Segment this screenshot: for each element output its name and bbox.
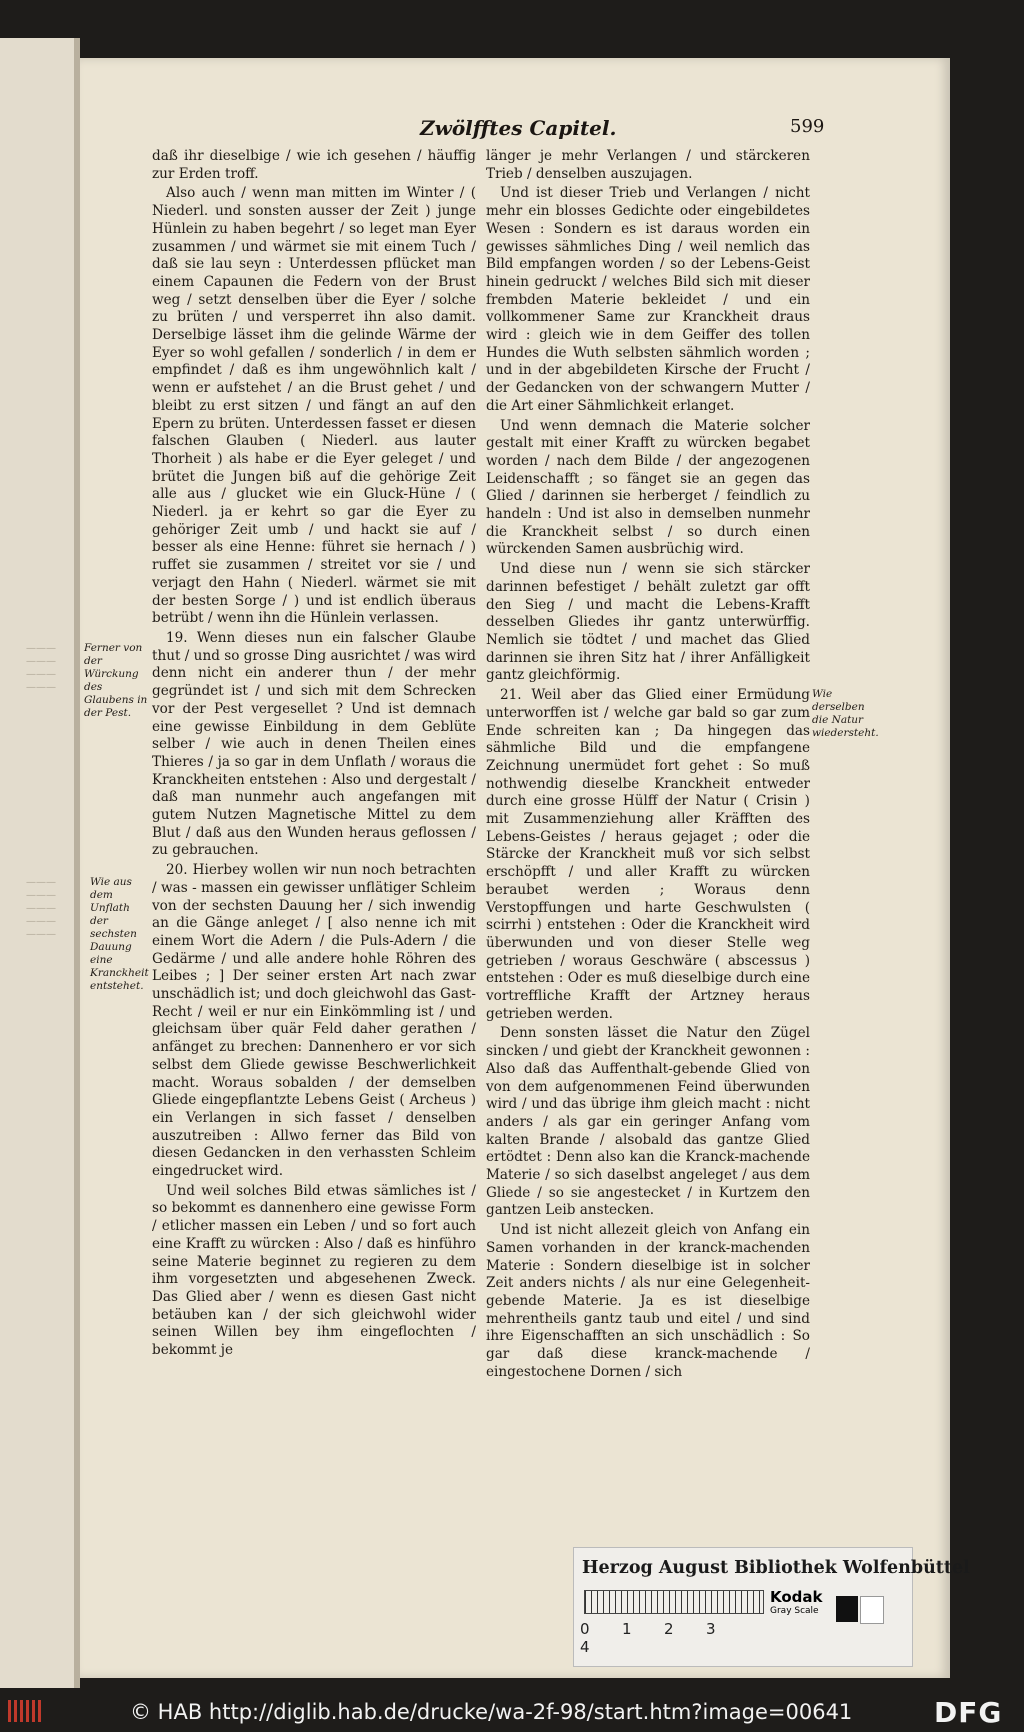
- margin-note: Wie derselben die Natur wiedersteht.: [812, 688, 879, 739]
- bleed-through-text: ——— ——— ——— ———: [26, 643, 56, 693]
- paragraph: Denn sonsten lässet die Natur den Zügel sincken / und giebt der Kranckheit gewonnen : Also daß das Auffenthalt-gebende Glied von von dem aufgenommenen Feind überwunden wird / und das übrige ihm gleich macht : nicht anders / als gar ein geringer Anfang vom kalten Brande / alsobald das gantze Glied ertödtet : Denn also kan die Kranck-machende Materie / so sich daselbst angeleget / aus dem Gliede / so sie angestecket / in Kurtzem den gantzen Leib anstecken.: [486, 1025, 810, 1219]
- source-link[interactable]: © HAB http://diglib.hab.de/drucke/wa-2f-98/start.htm?image=00641: [130, 1700, 853, 1724]
- paragraph: Und weil solches Bild etwas sämliches ist / so bekommt es dannenhero eine gewisse Form / etlicher massen ein Leben / und so fort auch eine Krafft zu würcken : Also / daß es hinführo seine Materie beginnet zu regieren zu dem ihm vorgesetzten und abgesehenen Zweck. Das Glied aber / wenn es diesen Gast nicht betäuben kan / der sich gleichwohl wider seinen Willen bey ihm eingeflochten / bekommt je: [152, 1182, 476, 1359]
- gray-patch-white: [860, 1596, 884, 1624]
- paragraph: Und ist dieser Trieb und Verlangen / nicht mehr ein blosses Gedichte oder eingebildetes Wesen : Sondern es ist daraus worden ein gewisses sähmliches Ding / weil nemlich das Bild empfangen worden / so der Lebens-Geist hinein gedruckt / welches Bild sich mit dieser frembden Materie bekleidet / und ein vollkommener Same zur Kranckheit draus wird : gleich wie in dem Geiffer des tollen Hundes die Wuth selbsten sähmlich worden ; und in der abgebildeten Kirsche der Frucht / der Gedancken von der schwangern Mutter / die Art einer Sähmlichkeit erlanget.: [486, 185, 810, 414]
- paragraph: 19. Wenn dieses nun ein falscher Glaube thut / und so grosse Ding ausrichtet / was wird denn nicht ein anderer thun / der mehr gegründet ist / und sich mit dem Schrecken vor der Pest vergesellet ? Und ist demnach eine gewisse Einbildung in dem Geblüte selber / wie auch in denen Theilen eines Thieres / ja so gar in dem Unflath / woraus die Kranckheiten entstehen : Also und dergestalt / daß man nunmehr auch angefangen mit gutem Nutzen Magnetische Mittel zu dem Blut / daß aus den Wunden heraus geflossen / zu gebrauchen.: [152, 629, 476, 859]
- paragraph: 21. Weil aber das Glied einer Ermüdung unterworffen ist / welche gar bald so gar zum Ende schreiten kan ; Da hingegen das sähmliche Bild und die empfangene Zeichnung unermüdet fort gehet : So muß nothwendig dieselbe Kranckheit entweder durch eine grosse Hülff der Natur ( Crisin ) mit Zusammenziehung aller Kräfften des Lebens-Geistes / heraus gejaget ; oder die Stärcke der Kranckheit muß vor sich selbst erschöpfft / und aller Krafft zu würcken beraubet werden ; Woraus denn Verstopffungen und harte Geschwulsten ( scirrhi ) entstehen : Oder die Kranckheit wird überwunden und von dieser Stelle weg getrieben / woraus Geschwäre ( abscessus ) entstehen : Oder es muß dieselbige durch eine vortreffliche Krafft der Artzney heraus getrieben werden.: [486, 687, 810, 1022]
- scale-numbers: [580, 1620, 770, 1656]
- margin-note: Wie aus dem Unflath der sechsten Dauung eine Kranckheit entstehet.: [90, 876, 149, 992]
- hab-logo-icon: [8, 1700, 42, 1722]
- bleed-through-text: ——— ——— ——— ——— ———: [26, 877, 56, 940]
- previous-page-edge: [0, 38, 80, 1688]
- scale-number: 0: [580, 1620, 590, 1638]
- viewer-footer: [0, 1692, 1024, 1732]
- paragraph: 20. Hierbey wollen wir nun noch betrachten / was - massen ein gewisser unflätiger Schleim von der sechsten Dauung her / sich inwendig an die Gänge anleget / [ also nenne ich mit einem Wort die Adern / die Puls-Adern / die Gedärme / und alle andere hohle Röhren des Leibes ; ] Der seiner ersten Art nach zwar unschädlich ist; und doch gleichwohl das Gast-Recht / weil er nur ein Einkömmling ist / und gleichsam über quär Feld daher gerathen / anfänget zu brechen: Dannenhero er vor sich selbst dem Gliede gewisse Beschwerlichkeit macht. Woraus sobalden / der demselben Gliede eingepflantzte Lebens Geist ( Archeus ) ein Verlangen in sich fasset / denselben auszutreiben : Allwo ferner das Bild von diesen Gedancken in den verhassten Schleim eingedrucket wird.: [152, 862, 476, 1180]
- right-text-column: [486, 148, 810, 1384]
- left-text-column: [152, 148, 476, 1362]
- library-label: Herzog August Bibliothek Wolfenbüttel: [582, 1558, 970, 1578]
- paragraph: Und diese nun / wenn sie sich stärcker darinnen befestiget / behält zuletzt gar offt den Sieg / und macht die Lebens-Krafft desselben Gliedes ihr gantz unterwürffig. Nemlich sie tödtet / und machet das Glied darinnen sie ihren Sitz hat / ihrer Anfälligkeit gantz gleichförmig.: [486, 561, 810, 684]
- paragraph: Und ist nicht allezeit gleich von Anfang ein Samen vorhanden in der kranck-machenden Materie : Sondern dieselbige ist in solcher Zeit anders nichts / als nur eine Gelegenheit-gebende Materie. Ja es ist dieselbige mehrentheils gantz taub und eitel / und sind ihre Eigenschafften an sich unschädlich : So gar daß diese kranck-machende / eingestochene Dornen / sich: [486, 1222, 810, 1380]
- margin-note: Ferner von der Würckung des Glaubens in der Pest.: [84, 642, 148, 719]
- running-header: [0, 116, 1024, 142]
- paragraph: daß ihr dieselbige / wie ich gesehen / häuffig zur Erden troff.: [152, 148, 476, 182]
- scale-number: 2: [664, 1620, 674, 1638]
- scale-ruler: [584, 1590, 764, 1614]
- page-number: 599: [790, 116, 825, 137]
- scale-number: 4: [580, 1638, 590, 1656]
- brand-label: Kodak: [770, 1588, 823, 1606]
- scale-number: 3: [706, 1620, 716, 1638]
- gray-scale-label: Gray Scale: [770, 1606, 819, 1616]
- scale-number: 1: [622, 1620, 632, 1638]
- paragraph: Also auch / wenn man mitten im Winter / ( Niederl. und sonsten ausser der Zeit ) junge Hünlein zu haben begehrt / so leget man Eyer zusammen / und wärmet sie mit einem Tuch / daß sie lau seyn : Unterdessen pflücket man einem Capaunen die Federn von der Brust weg / setzt denselben über die Eyer / solche zu brüten / und versperret ihn also damit. Derselbige lässet ihm die gelinde Wärme der Eyer so wohl gefallen / sonderlich / in dem er empfindet / daß es ihm ungewöhnlich kalt / wenn er aufstehet / an die Brust gehet / und bleibt zu erst sitzen / und fängt an auf den Epern zu brüten. Unterdessen fasset er diesen falschen Glauben ( Niederl. aus lauter Thorheit ) als habe er die Eyer geleget / und brütet die Jungen biß auf die gehörige Zeit alle aus / glucket wie ein Gluck-Hüne / ( Niederl. ja er kehrt so gar die Eyer zu gehöriger Zeit umb / und hackt sie auf / besser als eine Henne: führet sie hernach / ) ruffet sie zusammen / streitet vor sie / und verjagt den Hahn ( Niederl. wärmet sie mit der besten Sorge / ) und ist endlich überaus betrübt / wenn ihn die Hünlein verlassen.: [152, 185, 476, 627]
- chapter-title: Zwölfftes Capitel.: [420, 116, 617, 140]
- paragraph: Und wenn demnach die Materie solcher gestalt mit einer Krafft zu würcken begabet worden / nach dem Bilde / der angezogenen Leidenschafft ; so fänget sie an gegen das Glied / darinnen sie herberget / feindlich zu handeln : Und ist also in demselben nunmehr die Kranckheit selbst / so durch einen würckenden Samen ausbrüchig wird.: [486, 417, 810, 558]
- color-calibration-card: [573, 1547, 970, 1667]
- dfg-logo: DFG: [934, 1696, 1003, 1729]
- gray-patch-black: [836, 1596, 858, 1622]
- paragraph: länger je mehr Verlangen / und stärckeren Trieb / denselben auszujagen.: [486, 148, 810, 182]
